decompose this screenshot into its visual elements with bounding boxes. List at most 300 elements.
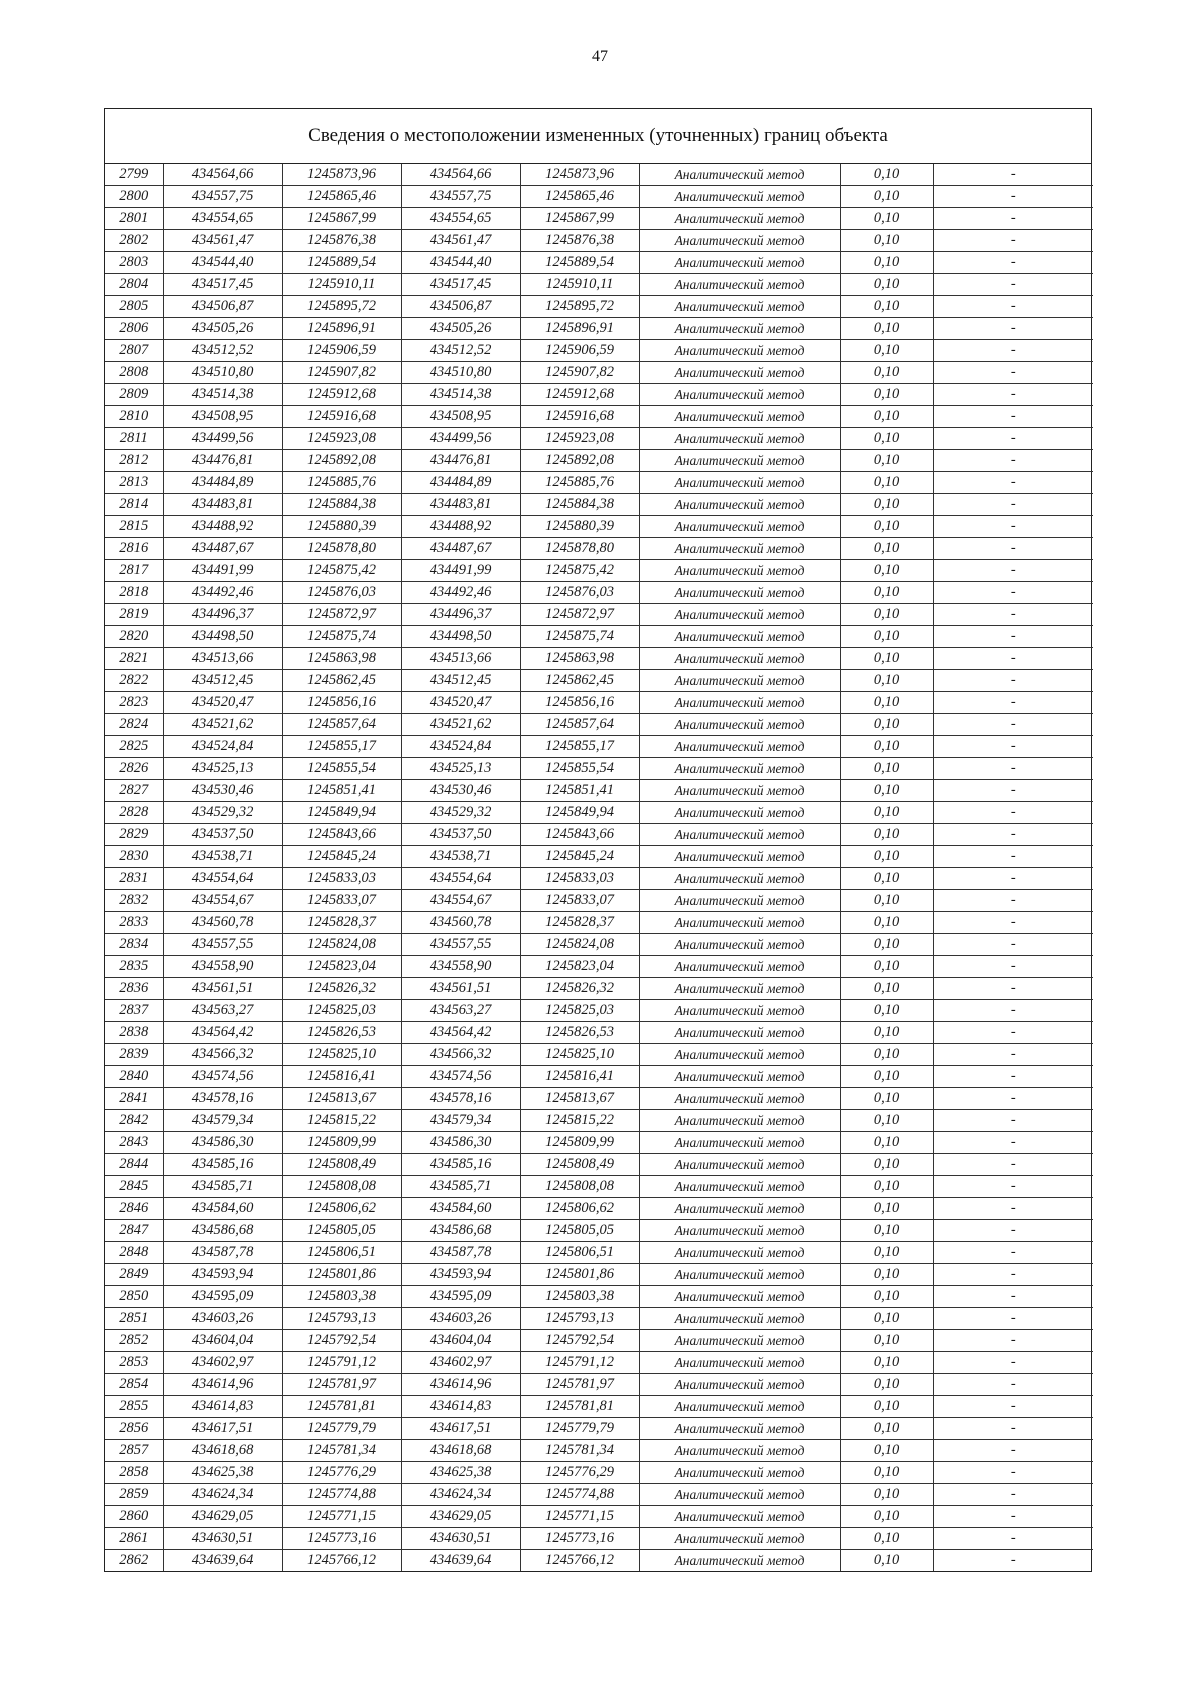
description-cell: - xyxy=(933,736,1093,758)
description-cell: - xyxy=(933,252,1093,274)
x-existing-cell: 434498,50 xyxy=(163,626,282,648)
method-cell: Аналитический метод xyxy=(639,1198,840,1220)
accuracy-cell: 0,10 xyxy=(840,384,933,406)
y-new-cell: 1245865,46 xyxy=(520,186,639,208)
x-new-cell: 434614,96 xyxy=(401,1374,520,1396)
table-row xyxy=(105,670,1093,692)
y-new-cell: 1245776,29 xyxy=(520,1462,639,1484)
y-existing-cell: 1245826,32 xyxy=(282,978,401,1000)
point-number-cell: 2841 xyxy=(105,1088,163,1110)
x-new-cell: 434517,45 xyxy=(401,274,520,296)
y-existing-cell: 1245862,45 xyxy=(282,670,401,692)
table-row xyxy=(105,692,1093,714)
table-row xyxy=(105,1528,1093,1550)
x-new-cell: 434484,89 xyxy=(401,472,520,494)
method-cell: Аналитический метод xyxy=(639,1330,840,1352)
x-new-cell: 434508,95 xyxy=(401,406,520,428)
point-number-cell: 2860 xyxy=(105,1506,163,1528)
y-new-cell: 1245816,41 xyxy=(520,1066,639,1088)
table-row xyxy=(105,472,1093,494)
method-cell: Аналитический метод xyxy=(639,868,840,890)
accuracy-cell: 0,10 xyxy=(840,428,933,450)
method-cell: Аналитический метод xyxy=(639,1308,840,1330)
accuracy-cell: 0,10 xyxy=(840,780,933,802)
x-new-cell: 434604,04 xyxy=(401,1330,520,1352)
x-new-cell: 434574,56 xyxy=(401,1066,520,1088)
y-existing-cell: 1245857,64 xyxy=(282,714,401,736)
description-cell: - xyxy=(933,714,1093,736)
x-existing-cell: 434564,42 xyxy=(163,1022,282,1044)
x-new-cell: 434578,16 xyxy=(401,1088,520,1110)
description-cell: - xyxy=(933,890,1093,912)
method-cell: Аналитический метод xyxy=(639,296,840,318)
x-existing-cell: 434574,56 xyxy=(163,1066,282,1088)
description-cell: - xyxy=(933,626,1093,648)
y-new-cell: 1245849,94 xyxy=(520,802,639,824)
accuracy-cell: 0,10 xyxy=(840,1088,933,1110)
y-new-cell: 1245781,81 xyxy=(520,1396,639,1418)
description-cell: - xyxy=(933,296,1093,318)
y-existing-cell: 1245884,38 xyxy=(282,494,401,516)
x-existing-cell: 434513,66 xyxy=(163,648,282,670)
accuracy-cell: 0,10 xyxy=(840,890,933,912)
table-row xyxy=(105,1242,1093,1264)
accuracy-cell: 0,10 xyxy=(840,1440,933,1462)
x-new-cell: 434614,83 xyxy=(401,1396,520,1418)
point-number-cell: 2857 xyxy=(105,1440,163,1462)
y-existing-cell: 1245766,12 xyxy=(282,1550,401,1572)
method-cell: Аналитический метод xyxy=(639,956,840,978)
table-row xyxy=(105,1418,1093,1440)
description-cell: - xyxy=(933,340,1093,362)
y-existing-cell: 1245875,74 xyxy=(282,626,401,648)
x-existing-cell: 434578,16 xyxy=(163,1088,282,1110)
table-row xyxy=(105,494,1093,516)
method-cell: Аналитический метод xyxy=(639,692,840,714)
point-number-cell: 2843 xyxy=(105,1132,163,1154)
method-cell: Аналитический метод xyxy=(639,890,840,912)
y-new-cell: 1245813,67 xyxy=(520,1088,639,1110)
method-cell: Аналитический метод xyxy=(639,1242,840,1264)
y-new-cell: 1245779,79 xyxy=(520,1418,639,1440)
method-cell: Аналитический метод xyxy=(639,560,840,582)
x-new-cell: 434505,26 xyxy=(401,318,520,340)
x-existing-cell: 434512,52 xyxy=(163,340,282,362)
accuracy-cell: 0,10 xyxy=(840,978,933,1000)
accuracy-cell: 0,10 xyxy=(840,208,933,230)
x-existing-cell: 434639,64 xyxy=(163,1550,282,1572)
x-existing-cell: 434554,65 xyxy=(163,208,282,230)
x-existing-cell: 434563,27 xyxy=(163,1000,282,1022)
method-cell: Аналитический метод xyxy=(639,516,840,538)
x-new-cell: 434584,60 xyxy=(401,1198,520,1220)
description-cell: - xyxy=(933,560,1093,582)
y-new-cell: 1245875,42 xyxy=(520,560,639,582)
x-existing-cell: 434505,26 xyxy=(163,318,282,340)
table-row xyxy=(105,1110,1093,1132)
table-row xyxy=(105,1374,1093,1396)
accuracy-cell: 0,10 xyxy=(840,450,933,472)
x-existing-cell: 434557,75 xyxy=(163,186,282,208)
x-new-cell: 434554,65 xyxy=(401,208,520,230)
y-new-cell: 1245771,15 xyxy=(520,1506,639,1528)
x-new-cell: 434554,64 xyxy=(401,868,520,890)
x-new-cell: 434476,81 xyxy=(401,450,520,472)
accuracy-cell: 0,10 xyxy=(840,164,933,186)
method-cell: Аналитический метод xyxy=(639,714,840,736)
table-row xyxy=(105,1462,1093,1484)
table-row xyxy=(105,296,1093,318)
x-new-cell: 434488,92 xyxy=(401,516,520,538)
y-existing-cell: 1245791,12 xyxy=(282,1352,401,1374)
y-new-cell: 1245873,96 xyxy=(520,164,639,186)
accuracy-cell: 0,10 xyxy=(840,252,933,274)
x-existing-cell: 434585,71 xyxy=(163,1176,282,1198)
point-number-cell: 2811 xyxy=(105,428,163,450)
method-cell: Аналитический метод xyxy=(639,1484,840,1506)
y-new-cell: 1245801,86 xyxy=(520,1264,639,1286)
method-cell: Аналитический метод xyxy=(639,1044,840,1066)
point-number-cell: 2839 xyxy=(105,1044,163,1066)
y-existing-cell: 1245872,97 xyxy=(282,604,401,626)
description-cell: - xyxy=(933,1286,1093,1308)
table-row xyxy=(105,714,1093,736)
x-new-cell: 434595,09 xyxy=(401,1286,520,1308)
table-row xyxy=(105,1088,1093,1110)
y-existing-cell: 1245776,29 xyxy=(282,1462,401,1484)
method-cell: Аналитический метод xyxy=(639,1110,840,1132)
y-new-cell: 1245806,62 xyxy=(520,1198,639,1220)
description-cell: - xyxy=(933,1462,1093,1484)
accuracy-cell: 0,10 xyxy=(840,1154,933,1176)
accuracy-cell: 0,10 xyxy=(840,1242,933,1264)
y-existing-cell: 1245875,42 xyxy=(282,560,401,582)
table-row xyxy=(105,1396,1093,1418)
x-existing-cell: 434558,90 xyxy=(163,956,282,978)
method-cell: Аналитический метод xyxy=(639,1440,840,1462)
x-new-cell: 434544,40 xyxy=(401,252,520,274)
method-cell: Аналитический метод xyxy=(639,780,840,802)
accuracy-cell: 0,10 xyxy=(840,1550,933,1572)
x-new-cell: 434587,78 xyxy=(401,1242,520,1264)
accuracy-cell: 0,10 xyxy=(840,340,933,362)
method-cell: Аналитический метод xyxy=(639,274,840,296)
x-existing-cell: 434602,97 xyxy=(163,1352,282,1374)
table-row xyxy=(105,1352,1093,1374)
y-existing-cell: 1245805,05 xyxy=(282,1220,401,1242)
y-new-cell: 1245826,32 xyxy=(520,978,639,1000)
y-new-cell: 1245855,17 xyxy=(520,736,639,758)
y-new-cell: 1245781,97 xyxy=(520,1374,639,1396)
accuracy-cell: 0,10 xyxy=(840,1484,933,1506)
description-cell: - xyxy=(933,538,1093,560)
x-existing-cell: 434488,92 xyxy=(163,516,282,538)
y-existing-cell: 1245867,99 xyxy=(282,208,401,230)
y-new-cell: 1245833,03 xyxy=(520,868,639,890)
y-new-cell: 1245833,07 xyxy=(520,890,639,912)
y-new-cell: 1245773,16 xyxy=(520,1528,639,1550)
y-new-cell: 1245815,22 xyxy=(520,1110,639,1132)
method-cell: Аналитический метод xyxy=(639,626,840,648)
y-new-cell: 1245872,97 xyxy=(520,604,639,626)
x-existing-cell: 434487,67 xyxy=(163,538,282,560)
table-row xyxy=(105,1198,1093,1220)
y-new-cell: 1245878,80 xyxy=(520,538,639,560)
x-new-cell: 434557,75 xyxy=(401,186,520,208)
x-existing-cell: 434510,80 xyxy=(163,362,282,384)
x-new-cell: 434629,05 xyxy=(401,1506,520,1528)
x-existing-cell: 434476,81 xyxy=(163,450,282,472)
y-existing-cell: 1245806,51 xyxy=(282,1242,401,1264)
y-existing-cell: 1245833,07 xyxy=(282,890,401,912)
y-new-cell: 1245857,64 xyxy=(520,714,639,736)
y-new-cell: 1245895,72 xyxy=(520,296,639,318)
x-new-cell: 434506,87 xyxy=(401,296,520,318)
y-new-cell: 1245851,41 xyxy=(520,780,639,802)
table-row xyxy=(105,956,1093,978)
table-row xyxy=(105,868,1093,890)
y-new-cell: 1245896,91 xyxy=(520,318,639,340)
x-existing-cell: 434530,46 xyxy=(163,780,282,802)
x-existing-cell: 434491,99 xyxy=(163,560,282,582)
point-number-cell: 2822 xyxy=(105,670,163,692)
accuracy-cell: 0,10 xyxy=(840,1176,933,1198)
x-new-cell: 434537,50 xyxy=(401,824,520,846)
x-existing-cell: 434584,60 xyxy=(163,1198,282,1220)
point-number-cell: 2862 xyxy=(105,1550,163,1572)
point-number-cell: 2815 xyxy=(105,516,163,538)
x-existing-cell: 434508,95 xyxy=(163,406,282,428)
table-row xyxy=(105,846,1093,868)
accuracy-cell: 0,10 xyxy=(840,1330,933,1352)
x-new-cell: 434530,46 xyxy=(401,780,520,802)
x-existing-cell: 434514,38 xyxy=(163,384,282,406)
table-row xyxy=(105,1044,1093,1066)
x-existing-cell: 434525,13 xyxy=(163,758,282,780)
x-existing-cell: 434595,09 xyxy=(163,1286,282,1308)
x-existing-cell: 434629,05 xyxy=(163,1506,282,1528)
table-row xyxy=(105,934,1093,956)
description-cell: - xyxy=(933,1330,1093,1352)
y-new-cell: 1245906,59 xyxy=(520,340,639,362)
point-number-cell: 2854 xyxy=(105,1374,163,1396)
accuracy-cell: 0,10 xyxy=(840,296,933,318)
method-cell: Аналитический метод xyxy=(639,1396,840,1418)
x-new-cell: 434585,71 xyxy=(401,1176,520,1198)
table-row xyxy=(105,912,1093,934)
description-cell: - xyxy=(933,780,1093,802)
y-existing-cell: 1245843,66 xyxy=(282,824,401,846)
point-number-cell: 2834 xyxy=(105,934,163,956)
point-number-cell: 2833 xyxy=(105,912,163,934)
x-new-cell: 434624,34 xyxy=(401,1484,520,1506)
method-cell: Аналитический метод xyxy=(639,1176,840,1198)
description-cell: - xyxy=(933,802,1093,824)
x-existing-cell: 434566,32 xyxy=(163,1044,282,1066)
y-new-cell: 1245805,05 xyxy=(520,1220,639,1242)
x-new-cell: 434564,42 xyxy=(401,1022,520,1044)
description-cell: - xyxy=(933,384,1093,406)
description-cell: - xyxy=(933,1550,1093,1572)
point-number-cell: 2827 xyxy=(105,780,163,802)
y-existing-cell: 1245813,67 xyxy=(282,1088,401,1110)
description-cell: - xyxy=(933,1418,1093,1440)
method-cell: Аналитический метод xyxy=(639,538,840,560)
point-number-cell: 2851 xyxy=(105,1308,163,1330)
description-cell: - xyxy=(933,208,1093,230)
table-row xyxy=(105,428,1093,450)
table-row xyxy=(105,626,1093,648)
table-row xyxy=(105,1000,1093,1022)
y-new-cell: 1245781,34 xyxy=(520,1440,639,1462)
point-number-cell: 2802 xyxy=(105,230,163,252)
y-new-cell: 1245912,68 xyxy=(520,384,639,406)
x-existing-cell: 434512,45 xyxy=(163,670,282,692)
x-existing-cell: 434496,37 xyxy=(163,604,282,626)
accuracy-cell: 0,10 xyxy=(840,912,933,934)
coordinates-table xyxy=(105,164,1093,1571)
y-new-cell: 1245867,99 xyxy=(520,208,639,230)
x-new-cell: 434554,67 xyxy=(401,890,520,912)
y-new-cell: 1245806,51 xyxy=(520,1242,639,1264)
x-existing-cell: 434617,51 xyxy=(163,1418,282,1440)
description-cell: - xyxy=(933,1066,1093,1088)
point-number-cell: 2820 xyxy=(105,626,163,648)
y-existing-cell: 1245889,54 xyxy=(282,252,401,274)
accuracy-cell: 0,10 xyxy=(840,582,933,604)
description-cell: - xyxy=(933,1308,1093,1330)
y-existing-cell: 1245851,41 xyxy=(282,780,401,802)
point-number-cell: 2835 xyxy=(105,956,163,978)
x-existing-cell: 434593,94 xyxy=(163,1264,282,1286)
accuracy-cell: 0,10 xyxy=(840,1374,933,1396)
description-cell: - xyxy=(933,868,1093,890)
y-new-cell: 1245875,74 xyxy=(520,626,639,648)
y-new-cell: 1245863,98 xyxy=(520,648,639,670)
table-row xyxy=(105,186,1093,208)
method-cell: Аналитический метод xyxy=(639,978,840,1000)
description-cell: - xyxy=(933,1220,1093,1242)
table-row xyxy=(105,780,1093,802)
description-cell: - xyxy=(933,1022,1093,1044)
method-cell: Аналитический метод xyxy=(639,1550,840,1572)
x-existing-cell: 434586,68 xyxy=(163,1220,282,1242)
accuracy-cell: 0,10 xyxy=(840,1528,933,1550)
table-row xyxy=(105,1066,1093,1088)
x-existing-cell: 434614,96 xyxy=(163,1374,282,1396)
point-number-cell: 2812 xyxy=(105,450,163,472)
accuracy-cell: 0,10 xyxy=(840,1264,933,1286)
method-cell: Аналитический метод xyxy=(639,1132,840,1154)
point-number-cell: 2832 xyxy=(105,890,163,912)
y-existing-cell: 1245907,82 xyxy=(282,362,401,384)
table-row xyxy=(105,230,1093,252)
accuracy-cell: 0,10 xyxy=(840,604,933,626)
table-row xyxy=(105,1264,1093,1286)
x-existing-cell: 434618,68 xyxy=(163,1440,282,1462)
point-number-cell: 2816 xyxy=(105,538,163,560)
x-existing-cell: 434587,78 xyxy=(163,1242,282,1264)
accuracy-cell: 0,10 xyxy=(840,1132,933,1154)
x-new-cell: 434593,94 xyxy=(401,1264,520,1286)
y-new-cell: 1245884,38 xyxy=(520,494,639,516)
description-cell: - xyxy=(933,1440,1093,1462)
y-new-cell: 1245843,66 xyxy=(520,824,639,846)
point-number-cell: 2845 xyxy=(105,1176,163,1198)
method-cell: Аналитический метод xyxy=(639,1462,840,1484)
table-row xyxy=(105,252,1093,274)
x-new-cell: 434639,64 xyxy=(401,1550,520,1572)
x-new-cell: 434561,47 xyxy=(401,230,520,252)
table-row xyxy=(105,1330,1093,1352)
accuracy-cell: 0,10 xyxy=(840,230,933,252)
description-cell: - xyxy=(933,670,1093,692)
accuracy-cell: 0,10 xyxy=(840,516,933,538)
point-number-cell: 2842 xyxy=(105,1110,163,1132)
accuracy-cell: 0,10 xyxy=(840,406,933,428)
y-new-cell: 1245916,68 xyxy=(520,406,639,428)
accuracy-cell: 0,10 xyxy=(840,560,933,582)
accuracy-cell: 0,10 xyxy=(840,186,933,208)
y-existing-cell: 1245896,91 xyxy=(282,318,401,340)
table-row xyxy=(105,1308,1093,1330)
x-new-cell: 434512,45 xyxy=(401,670,520,692)
x-new-cell: 434585,16 xyxy=(401,1154,520,1176)
x-existing-cell: 434614,83 xyxy=(163,1396,282,1418)
method-cell: Аналитический метод xyxy=(639,824,840,846)
table-row xyxy=(105,736,1093,758)
y-new-cell: 1245809,99 xyxy=(520,1132,639,1154)
point-number-cell: 2837 xyxy=(105,1000,163,1022)
point-number-cell: 2809 xyxy=(105,384,163,406)
y-existing-cell: 1245816,41 xyxy=(282,1066,401,1088)
x-existing-cell: 434630,51 xyxy=(163,1528,282,1550)
x-existing-cell: 434517,45 xyxy=(163,274,282,296)
y-existing-cell: 1245910,11 xyxy=(282,274,401,296)
point-number-cell: 2838 xyxy=(105,1022,163,1044)
method-cell: Аналитический метод xyxy=(639,1088,840,1110)
accuracy-cell: 0,10 xyxy=(840,1506,933,1528)
y-new-cell: 1245825,03 xyxy=(520,1000,639,1022)
method-cell: Аналитический метод xyxy=(639,406,840,428)
accuracy-cell: 0,10 xyxy=(840,1000,933,1022)
accuracy-cell: 0,10 xyxy=(840,934,933,956)
description-cell: - xyxy=(933,912,1093,934)
table-row xyxy=(105,450,1093,472)
method-cell: Аналитический метод xyxy=(639,1352,840,1374)
y-existing-cell: 1245912,68 xyxy=(282,384,401,406)
x-existing-cell: 434483,81 xyxy=(163,494,282,516)
x-existing-cell: 434538,71 xyxy=(163,846,282,868)
y-existing-cell: 1245916,68 xyxy=(282,406,401,428)
point-number-cell: 2831 xyxy=(105,868,163,890)
description-cell: - xyxy=(933,846,1093,868)
point-number-cell: 2803 xyxy=(105,252,163,274)
point-number-cell: 2848 xyxy=(105,1242,163,1264)
point-number-cell: 2852 xyxy=(105,1330,163,1352)
point-number-cell: 2813 xyxy=(105,472,163,494)
x-existing-cell: 434625,38 xyxy=(163,1462,282,1484)
point-number-cell: 2858 xyxy=(105,1462,163,1484)
point-number-cell: 2807 xyxy=(105,340,163,362)
x-new-cell: 434579,34 xyxy=(401,1110,520,1132)
x-new-cell: 434558,90 xyxy=(401,956,520,978)
table-row xyxy=(105,1484,1093,1506)
y-existing-cell: 1245865,46 xyxy=(282,186,401,208)
table-row xyxy=(105,824,1093,846)
description-cell: - xyxy=(933,1506,1093,1528)
point-number-cell: 2855 xyxy=(105,1396,163,1418)
